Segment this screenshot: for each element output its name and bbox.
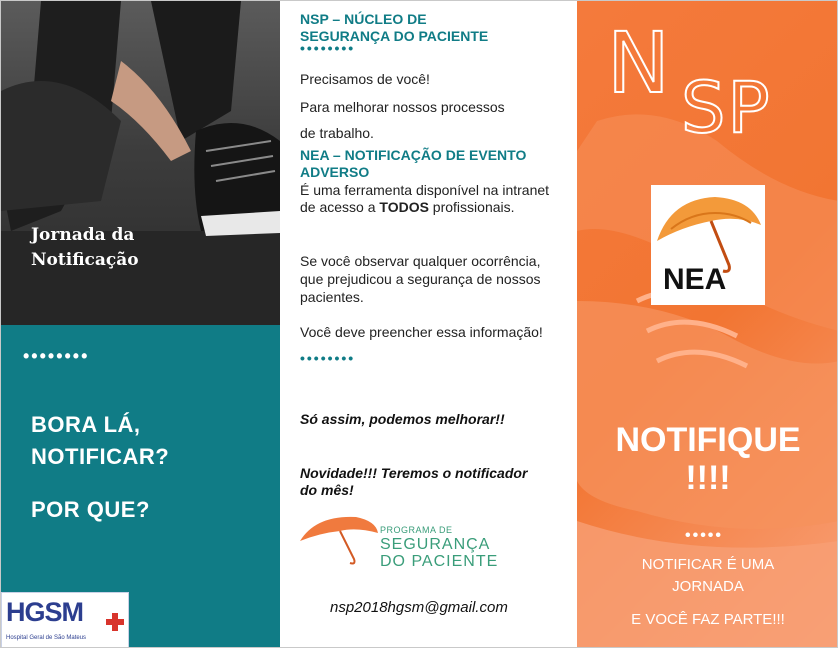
photo-title: [31, 223, 139, 273]
umbrella-icon: [296, 511, 380, 567]
programa-line3: DO PACIENTE: [380, 553, 499, 570]
programa-text: [380, 525, 498, 570]
decorative-dots: ••••••••: [300, 40, 356, 56]
umbrella-icon: [651, 185, 765, 275]
contact-email[interactable]: nsp2018hgsm@gmail.com: [330, 599, 508, 616]
jornada-line2: JORNADA: [672, 578, 744, 595]
decorative-dots: ••••••••: [23, 346, 90, 366]
nea-description: [300, 182, 560, 216]
programa-line1: PROGRAMA DE: [380, 525, 453, 535]
decorative-dots: ••••••••: [300, 350, 356, 366]
faz-parte-text: E VOCÊ FAZ PARTE!!!: [631, 611, 785, 628]
nea-logo: [651, 185, 765, 305]
nea-logo-text: NEA: [663, 263, 727, 296]
hgsm-logo-text: HGSM: [6, 597, 83, 627]
right-panel: [577, 1, 838, 648]
observe-text: Se você observar qualquer ocorrência, que prejudicou a segurança de nossos pacientes.: [300, 253, 541, 305]
melhorar-text: Para melhorar nossos processos: [300, 99, 505, 115]
nsp-heading-line2: SEGURANÇA DO PACIENTE: [300, 28, 489, 44]
so-assim-text: Só assim, podemos melhorar!!: [300, 411, 505, 427]
programa-seguranca-logo: [296, 511, 526, 571]
question-line1: BORA LÁ,: [31, 412, 141, 437]
sneaker-photo-illustration: [1, 1, 280, 325]
nea-description-part2: profissionais.: [428, 199, 515, 215]
notifique-heading: [577, 421, 838, 497]
nea-description-part1: É uma ferramenta disponível na intranet de acesso a: [300, 182, 550, 215]
por-que-question: POR QUE?: [31, 497, 150, 522]
bora-la-question: [31, 409, 169, 473]
precisamos-text: Precisamos de você!: [300, 71, 430, 87]
hospital-cross-icon: [106, 613, 124, 631]
nsp-logo-n: N: [607, 14, 670, 112]
photo-title-line2: Notificação: [31, 250, 139, 270]
jornada-line1: NOTIFICAR É UMA: [641, 556, 775, 573]
nsp-logo-sp: SP: [681, 67, 772, 149]
middle-panel: [280, 1, 577, 648]
notifique-line2: !!!!: [685, 459, 731, 497]
photo-title-line1: Jornada da: [31, 225, 135, 245]
nsp-heading-line1: NSP – NÚCLEO DE: [300, 11, 427, 27]
preencher-text: Você deve preencher essa informação!: [300, 324, 543, 340]
notifique-line1: NOTIFIQUE: [615, 421, 801, 459]
novidade-text: Novidade!!! Teremos o notificador do mês!: [300, 465, 528, 498]
nea-description-bold: TODOS: [379, 199, 429, 215]
trabalho-text: de trabalho.: [300, 125, 374, 141]
question-line2: NOTIFICAR?: [31, 444, 170, 469]
left-panel: [1, 1, 280, 648]
jornada-text: [577, 554, 838, 598]
hgsm-logo-subtitle: Hospital Geral de São Mateus: [6, 635, 87, 641]
nea-heading: NEA – NOTIFICAÇÃO DE EVENTO ADVERSO: [300, 147, 527, 180]
programa-line2: SEGURANÇA: [380, 536, 491, 553]
hgsm-logo: [1, 592, 129, 648]
decorative-dots: •••••: [685, 527, 724, 544]
sneaker-lacing-photo: [1, 1, 280, 325]
